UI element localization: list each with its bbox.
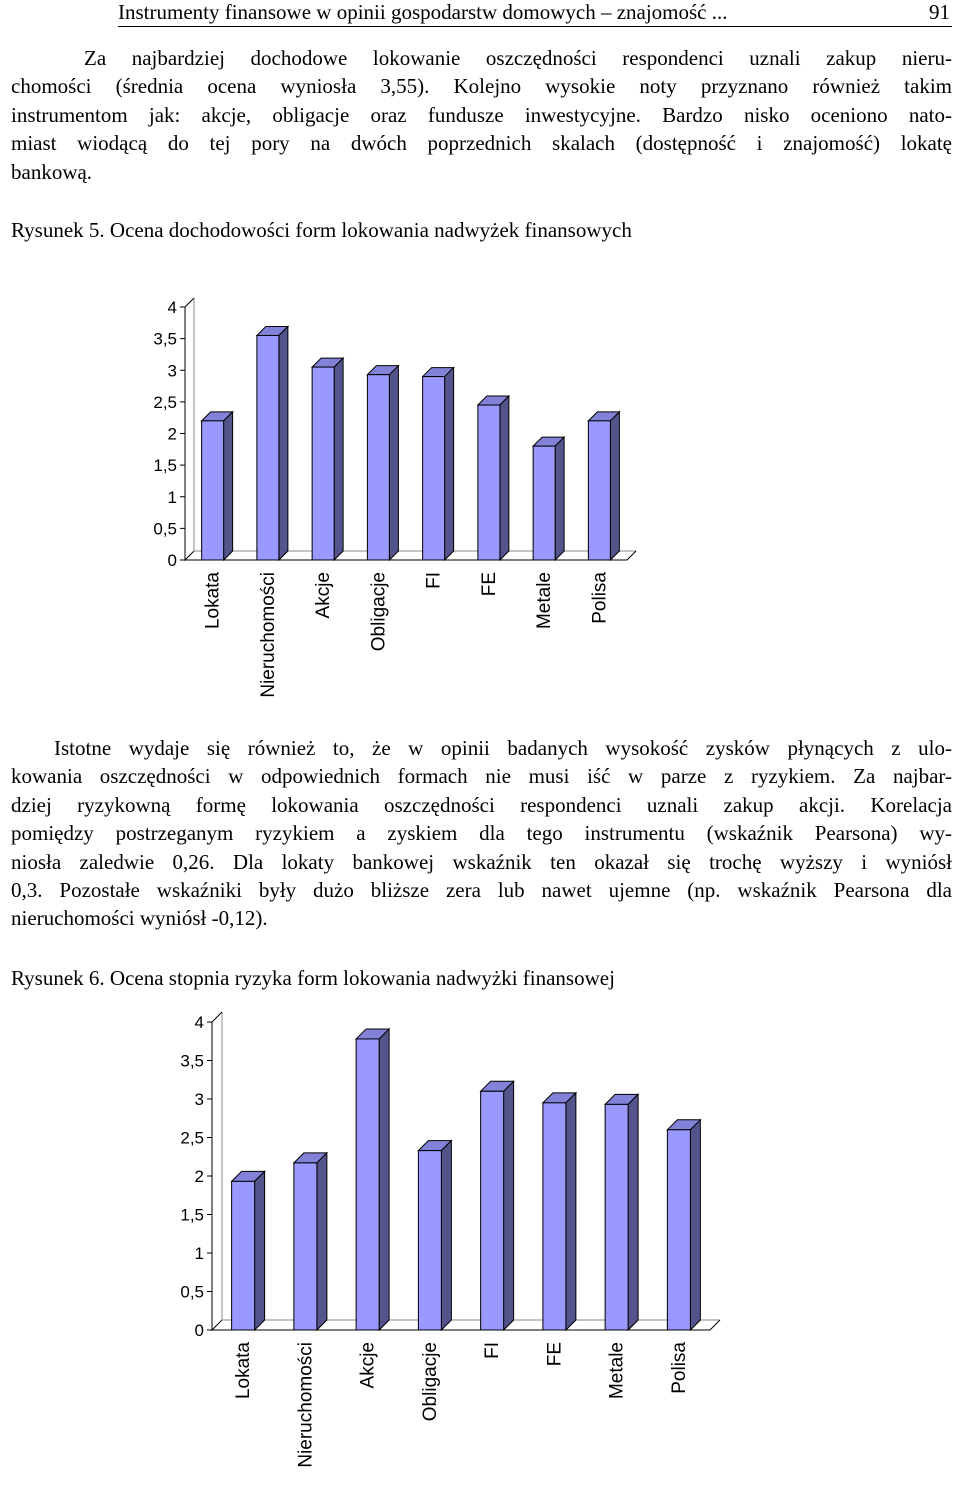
bar — [543, 1093, 576, 1330]
x-tick-label: Metale — [606, 1342, 628, 1400]
paragraph-line: pomiędzy postrzeganym ryzykiem a zyskiem dla tego instrumentu (wskaźnik Pearsona) wy- — [11, 821, 952, 846]
bar-side — [690, 1120, 700, 1330]
bar-side — [504, 1081, 514, 1330]
axis-top-edge — [212, 1012, 222, 1022]
bar-front — [418, 1151, 441, 1330]
x-tick-label: Akcje — [357, 1342, 379, 1389]
floor-edge — [212, 1320, 720, 1330]
y-tick-label: 3,5 — [153, 329, 177, 349]
figure-5-caption: Rysunek 5. Ocena dochodowości form lokowania nadwyżek finansowych — [11, 218, 632, 242]
paragraph-line: dziej ryzykowną formę lokowania oszczędności respondenci uznali zakup akcji. Korelacja — [11, 792, 952, 817]
paragraph-line: Za najbardziej dochodowe lokowanie oszczędności respondenci uznali zakup nieru- — [84, 46, 952, 70]
bar-front — [232, 1181, 255, 1330]
bar — [294, 1153, 327, 1330]
bar-front — [667, 1130, 690, 1330]
bar-side — [566, 1093, 576, 1330]
y-tick-label: 0 — [194, 1321, 204, 1340]
y-tick-label: 1,5 — [180, 1205, 204, 1225]
bar-side — [317, 1153, 327, 1330]
x-tick-label: Lokata — [202, 572, 224, 630]
y-tick-label: 3 — [194, 1090, 204, 1109]
paragraph-line: instrumentom jak: akcje, obligacje oraz fundusze inwestycyjne. Bardzo nisko oceniono nato- — [11, 102, 952, 127]
x-tick-label: FE — [544, 1342, 566, 1367]
bar — [667, 1120, 700, 1330]
y-tick-label: 2 — [167, 424, 177, 444]
bar — [418, 1141, 451, 1330]
bar-front — [605, 1104, 628, 1330]
x-tick-label: FI — [423, 572, 445, 589]
y-tick-label: 3,5 — [180, 1051, 204, 1071]
x-tick-label: FE — [478, 572, 500, 597]
x-tick-label: Nieruchomości — [257, 572, 279, 698]
y-tick-label: 1,5 — [153, 456, 177, 476]
y-tick-label: 2,5 — [153, 392, 177, 412]
y-tick-label: 1 — [167, 487, 177, 507]
paragraph-line: bankową. — [11, 159, 93, 184]
y-tick-label: 1 — [194, 1244, 204, 1263]
y-tick-label: 3 — [167, 361, 177, 381]
paragraph-line: Istotne wydaje się również to, że w opinii badanych wysokość zysków płynących z ulo- — [54, 736, 952, 760]
y-tick-label: 2,5 — [180, 1128, 204, 1148]
bar — [356, 1029, 389, 1330]
bar-front — [543, 1103, 566, 1330]
x-tick-label: Nieruchomości — [295, 1342, 317, 1468]
x-tick-label: Lokata — [233, 1342, 255, 1400]
bar-side — [255, 1171, 265, 1330]
y-tick-label: 4 — [167, 298, 177, 317]
bar-side — [379, 1029, 389, 1330]
x-tick-label: Obligacje — [419, 1342, 441, 1422]
paragraph-line: kowania oszczędności w odpowiednich formach nie musi iść w parze z ryzykiem. Za najbar- — [11, 764, 952, 789]
x-tick-label: Polisa — [589, 572, 611, 624]
figure-6-caption: Rysunek 6. Ocena stopnia ryzyka form lokowania nadwyżki finansowej — [11, 966, 615, 990]
x-tick-label: Polisa — [668, 1342, 690, 1394]
paragraph-line: chomości (średnia ocena wyniosła 3,55). Kolejno wysokie noty przyznano również takim — [11, 74, 952, 99]
y-tick-label: 2 — [194, 1167, 204, 1186]
paragraph-line: 0,3. Pozostałe wskaźniki były dużo bliższe zera lub nawet ujemne (np. wskaźnik Pearsona dla — [11, 878, 952, 903]
running-title: Instrumenty finansowe w opinii gospodarstw domowych – znajomość ... — [118, 0, 728, 24]
bar-front — [481, 1091, 504, 1330]
y-tick-label: 0,5 — [153, 519, 177, 539]
x-tick-label: Metale — [534, 572, 556, 630]
bar — [605, 1094, 638, 1330]
page-number: 91 — [929, 0, 950, 24]
x-tick-label: Akcje — [313, 572, 335, 619]
bar-front — [356, 1039, 379, 1330]
bar-side — [628, 1094, 638, 1330]
paragraph-line: miast wiodącą do tej pory na dwóch poprzednich skalach (dostępność i znajomość) lokatę — [11, 131, 952, 156]
y-tick-label: 4 — [194, 1013, 204, 1032]
paragraph-line: niosła zaledwie 0,26. Dla lokaty bankowej wskaźnik ten okazał się trochę wyższy i wyniósł — [11, 849, 952, 874]
paragraph-line: nieruchomości wyniósł -0,12). — [11, 906, 268, 931]
y-tick-label: 0,5 — [180, 1282, 204, 1302]
y-tick-label: 0 — [167, 551, 177, 570]
bar — [232, 1171, 265, 1330]
x-tick-label: Obligacje — [368, 572, 390, 652]
bar-side — [441, 1141, 451, 1330]
x-tick-label: FI — [482, 1342, 504, 1359]
bar-front — [294, 1163, 317, 1330]
axis-line — [212, 1022, 222, 1330]
bar — [481, 1081, 514, 1330]
